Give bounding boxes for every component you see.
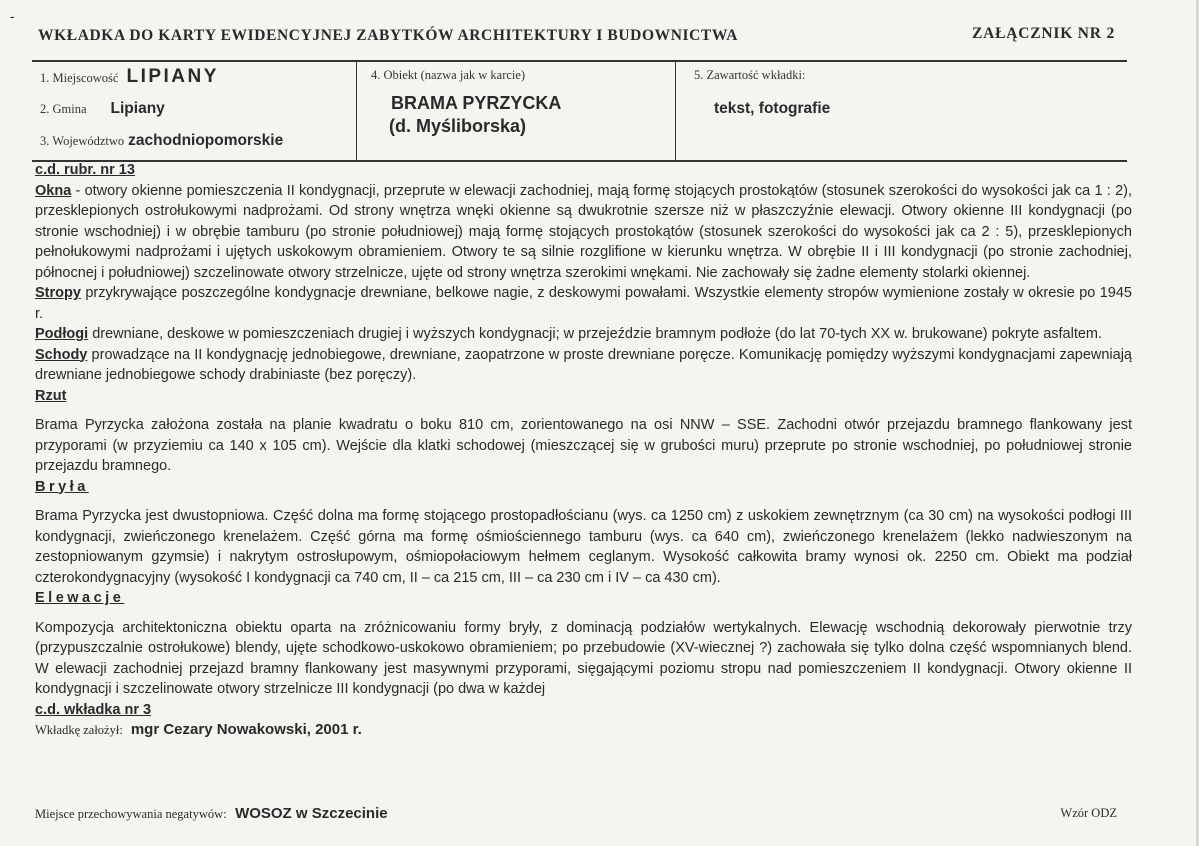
object-name: BRAMA PYRZYCKA [391, 93, 562, 113]
commune-label: 2. Gmina [40, 102, 87, 116]
plan-text: Brama Pyrzycka założona została na planie kwadratu o boku 810 cm, zorientowanego na osi NNW – SSE. Zachodni otwór przejazdu bramnego flankowany jest przyporami (w przyziemiu ca 140 x 105 cm). Wejście dla klatki schodowej (mieszczącej się w grubości muru) przeprute po stronie wschodniej, po południowej stronie przejazdu bramnego. [35, 417, 1132, 474]
template-code: Wzór ODZ [1060, 806, 1117, 820]
object-box [356, 62, 675, 160]
section-stairs [35, 345, 1132, 386]
annex-number: ZAŁĄCZNIK NR 2 [972, 25, 1115, 42]
place-row [40, 66, 219, 88]
commune-value: Lipiany [110, 100, 165, 117]
section-ceilings [35, 283, 1132, 324]
corner-mark: - [10, 8, 15, 24]
stairs-heading: Schody [35, 346, 88, 363]
elevations-text: Kompozycja architektoniczna obiektu oparta na zróżnicowaniu formy bryły, z dominacją podziałów wertykalnych. Elewację wschodnią dekorowały pierwotnie trzy (przypuszczalnie ostrołukowe) blendy, ujęte schodkowo-uskokowo obramieniem; po przebudowie (XV-wiecznej ?) zachowała się tylko dolna część wspomnianych blend. W elewacji zachodniej przejazd bramny flankowany jest masywnymi przyporami, sięgającymi poziomu stropu nad pomieszczeniem II kondygnacji. Otwory okienne II kondygnacji i szczelinowate otwory strzelnicze III kondygnacji (po dwa w każdej [35, 619, 1132, 697]
ceilings-heading: Stropy [35, 285, 81, 301]
object-label: 4. Obiekt (nazwa jak w karcie) [371, 68, 526, 82]
massing-heading: Bryła [35, 478, 89, 495]
voivodeship-value: zachodniopomorskie [128, 132, 284, 149]
stairs-text: prowadzące na II kondygnację jednobiegowe, drewniane, zaopatrzone w proste drewniane poręcze. Komunikację pomiędzy wyższymi kondygnacjami zapewniają drewniane jednobiegowe schody drabiniaste (bez poręczy). [35, 346, 1132, 383]
description-body [35, 160, 1132, 741]
continuation-heading: c.d. rubr. nr 13 [35, 162, 135, 178]
elevations-heading: Elewacje [35, 590, 125, 606]
header-fields [32, 60, 1127, 162]
object-former-name: (d. Myśliborska) [389, 116, 527, 136]
voivodeship-label: 3. Województwo [40, 134, 125, 148]
plan-heading: Rzut [35, 387, 67, 404]
windows-text: - otwory okienne pomieszczenia II kondygnacji, przeprute w elewacji zachodniej, mają formę stojących prostokątów (stosunek szerokości do wysokości jak ca 1 : 2), przesklepionych ostrołukowymi nadprożami. Od strony wnętrza wnęki okienne są dwukrotnie szersze niż w płaszczyźnie elewacji. Otwory okienne III kondygnacji (po stronie wschodniej) i w obrębie tamburu (po stronie południowej) mają formę stojących prostokątów (stosunek szerokości do wysokości jak ca 2 : 5), przesklepionych pełnołukowymi nadprożami i ujętych uskokowym obramieniem. Otwory te są silnie rozglifione w kierunku wnętrza. W obrębie II i III kondygnacji (po stronie zachodniej, północnej i południowej) szczelinowate otwory strzelnicze, ujęte od strony wnętrza szerokimi wnękami. Nie zachowały się żadne elementy stolarki okiennej. [35, 182, 1132, 281]
author-value: mgr Cezary Nowakowski, 2001 r. [130, 721, 362, 738]
windows-heading: Okna [35, 182, 72, 199]
commune-row [40, 100, 165, 118]
author-line [35, 720, 1132, 741]
contents-label: 5. Zawartość wkładki: [694, 68, 806, 82]
section-windows [35, 181, 1132, 284]
place-label: 1. Miejscowość [40, 71, 119, 85]
contents-value: tekst, fotografie [714, 100, 831, 117]
section-floors [35, 324, 1132, 345]
negatives-location [35, 805, 388, 823]
negatives-value: WOSOZ w Szczecinie [235, 805, 388, 822]
author-label: Wkładkę założył: [35, 723, 123, 737]
voivodeship-row [40, 132, 283, 150]
place-value: LIPIANY [126, 66, 219, 87]
document-title: WKŁADKA DO KARTY EWIDENCYJNEJ ZABYTKÓW ARCHITEKTURY I BUDOWNICTWA [38, 27, 739, 44]
ceilings-text: przykrywające poszczególne kondygnacje drewniane, belkowe nagie, z deskowymi powałami. Wszystkie elementy stropów wymienione zostały w okresie po 1945 r. [35, 285, 1132, 322]
massing-text: Brama Pyrzycka jest dwustopniowa. Część dolna ma formę stojącego prostopadłościanu (wys. ca 1250 cm) z uskokiem zewnętrznym (ca 30 cm) na wysokości podłogi III kondygnacji, zwieńczonego krenelażem. Część górna ma formę ośmiościennego tamburu (wys. ca 640 cm), zwieńczonego krenelażem (lekko nadwieszonym na zestopniowanym gzymsie) i nakrytym ostrosłupowym, ośmiopołaciowym hełmem ceglanym. Wysokość całkowita bramy wynosi ok. 2250 cm. Obiekt ma podział czterokondygnacyjny (wysokość I kondygnacji ca 740 cm, II – ca 215 cm, III – ca 230 cm i IV – ca 430 cm). [35, 508, 1132, 586]
floors-text: drewniane, deskowe w pomieszczeniach drugiej i wyższych kondygnacji; w przejeździe bramnym podłoże (do lat 70-tych XX w. brukowane) pokryte asfaltem. [88, 326, 1103, 342]
continued-note: c.d. wkładka nr 3 [35, 701, 152, 718]
negatives-label: Miejsce przechowywania negatywów: [35, 807, 227, 821]
contents-box [675, 62, 1127, 160]
location-box [32, 62, 356, 160]
floors-heading: Podłogi [35, 326, 89, 342]
